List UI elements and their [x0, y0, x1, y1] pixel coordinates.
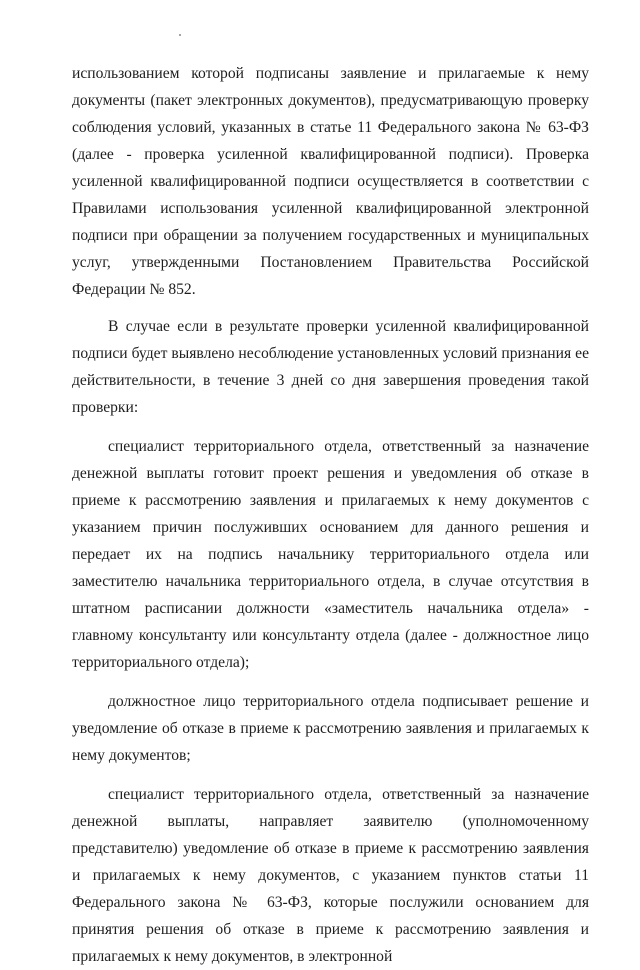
scan-speck — [179, 34, 181, 36]
paragraph-specialist-sends-notice: специалист территориального отдела, ответственный за назначение денежной выплаты, направляет заявителю (уполномоченному представителю) уведомление об отказе в приеме к рассмотрению заявления и прилагаемых к нему документов, с указанием пунктов статьи 11 Федерального закона № 63-ФЗ, которые послужили основанием для принятия решения об отказе в приеме к рассмотрению заявления и прилагаемых к нему документов, в электронной — [72, 786, 589, 965]
document-body — [72, 60, 589, 970]
paragraph-continuation: использованием которой подписаны заявление и прилагаемые к нему документы (пакет электронных документов), предусматривающую проверку соблюдения условий, указанных в статье 11 Федерального закона № 63-ФЗ (далее - проверка усиленной квалифицированной подписи). Проверка усиленной квалифицированной подписи осуществляется в соответствии с Правилами использования усиленной квалифицированной электронной подписи при обращении за получением государственных и муниципальных услуг, утвержденными Постановлением Правительства Российской Федерации № 852. — [72, 65, 589, 298]
paragraph-official-signs-decision: должностное лицо территориального отдела подписывает решение и уведомление об отказе в приеме к рассмотрению заявления и прилагаемых к нему документов; — [72, 693, 589, 764]
paragraph-signature-check-failure: В случае если в результате проверки усиленной квалифицированной подписи будет выявлено несоблюдение установленных условий признания ее действительности, в течение 3 дней со дня завершения проведения такой проверки: — [72, 318, 589, 416]
paragraph-specialist-prepares-decision: специалист территориального отдела, ответственный за назначение денежной выплаты готовит проект решения и уведомления об отказе в приеме к рассмотрению заявления и прилагаемых к нему документов с указанием причин послуживших основанием для данного решения и передает их на подпись начальнику территориального отдела или заместителю начальника территориального отдела, в случае отсутствия в штатном расписании должности «заместитель начальника отдела» - главному консультанту или консультанту отдела (далее - должностное лицо территориального отдела); — [72, 438, 589, 671]
